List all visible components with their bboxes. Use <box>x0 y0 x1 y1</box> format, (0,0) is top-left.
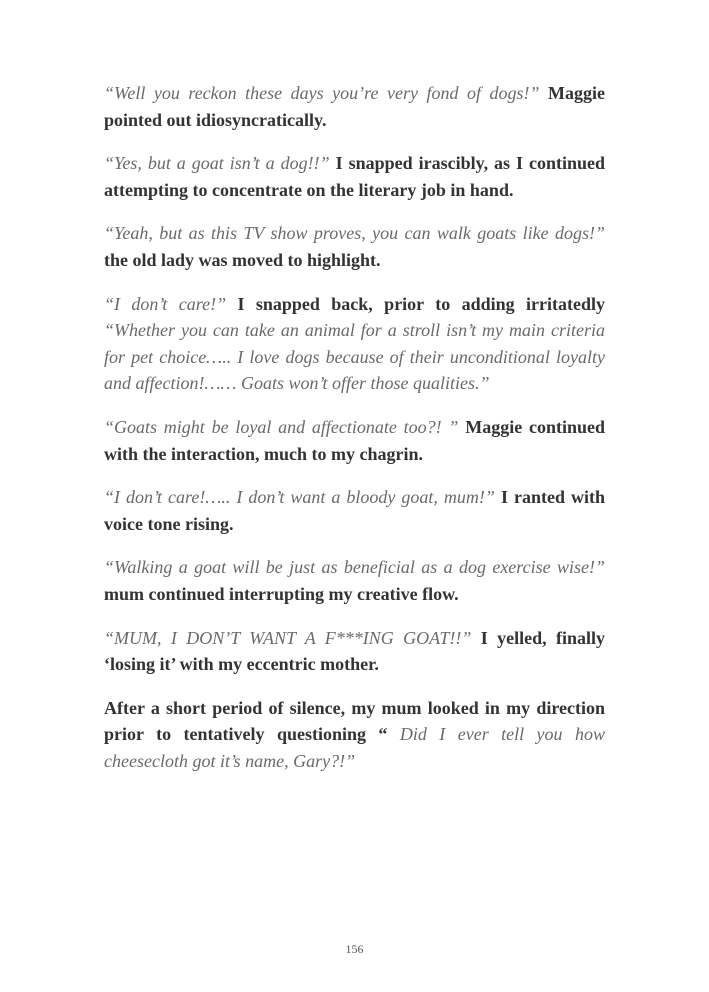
dialogue-text: “I don’t care!” <box>104 293 227 314</box>
paragraph-3 <box>104 220 605 273</box>
dialogue-text: “Yeah, but as this TV show proves, you can walk goats like dogs!” <box>104 223 605 244</box>
page-body <box>104 80 605 791</box>
narration-text: Maggie pointed out idiosyncratically. <box>104 83 605 130</box>
paragraph-1 <box>104 80 605 133</box>
dialogue-text: “Goats might be loyal and affectionate too?! ” <box>104 416 459 437</box>
narration-text: mum continued interrupting my creative flow. <box>104 583 459 604</box>
dialogue-text: “MUM, I DON’T WANT A F***ING GOAT!!” <box>104 627 472 648</box>
narration-text: I snapped irascibly, as I continued attempting to concentrate on the literary job in hand. <box>104 153 606 200</box>
page-number: 156 <box>345 942 364 956</box>
paragraph-2 <box>104 150 605 203</box>
narration-text: Maggie continued with the interaction, much to my chagrin. <box>104 416 605 464</box>
paragraph-4 <box>104 291 605 397</box>
paragraph-7 <box>104 554 605 607</box>
narration-text: I ranted with voice tone rising. <box>104 487 605 534</box>
paragraph-9 <box>104 695 605 775</box>
dialogue-text: “Well you reckon these days you’re very fond of dogs!” <box>104 83 540 103</box>
dialogue-text: “I don’t care!….. I don’t want a bloody goat, mum!” <box>104 487 495 508</box>
dialogue-text: Did I ever tell you how cheesecloth got it’s name, Gary?!” <box>104 724 605 771</box>
dialogue-text: “Yes, but a goat isn’t a dog!!” <box>104 153 330 174</box>
narration-text: the old lady was moved to highlight. <box>104 249 381 270</box>
narration-text: I snapped back, prior to adding irritatedly <box>226 293 605 314</box>
dialogue-text: “Walking a goat will be just as beneficial as a dog exercise wise!” <box>104 557 605 578</box>
narration-text: After a short period of silence, my mum looked in my direction prior to tentatively questioning “ <box>104 697 605 745</box>
narration-text: I yelled, finally ‘losing it’ with my eccentric mother. <box>104 627 605 675</box>
dialogue-text: “Whether you can take an animal for a stroll isn’t my main criteria for pet choice….. I love dogs because of their unconditional loyalty and affection!…… Goats won’t offer those qualities.” <box>104 320 605 394</box>
paragraph-6 <box>104 484 605 537</box>
paragraph-5 <box>104 414 605 467</box>
paragraph-8 <box>104 625 605 678</box>
